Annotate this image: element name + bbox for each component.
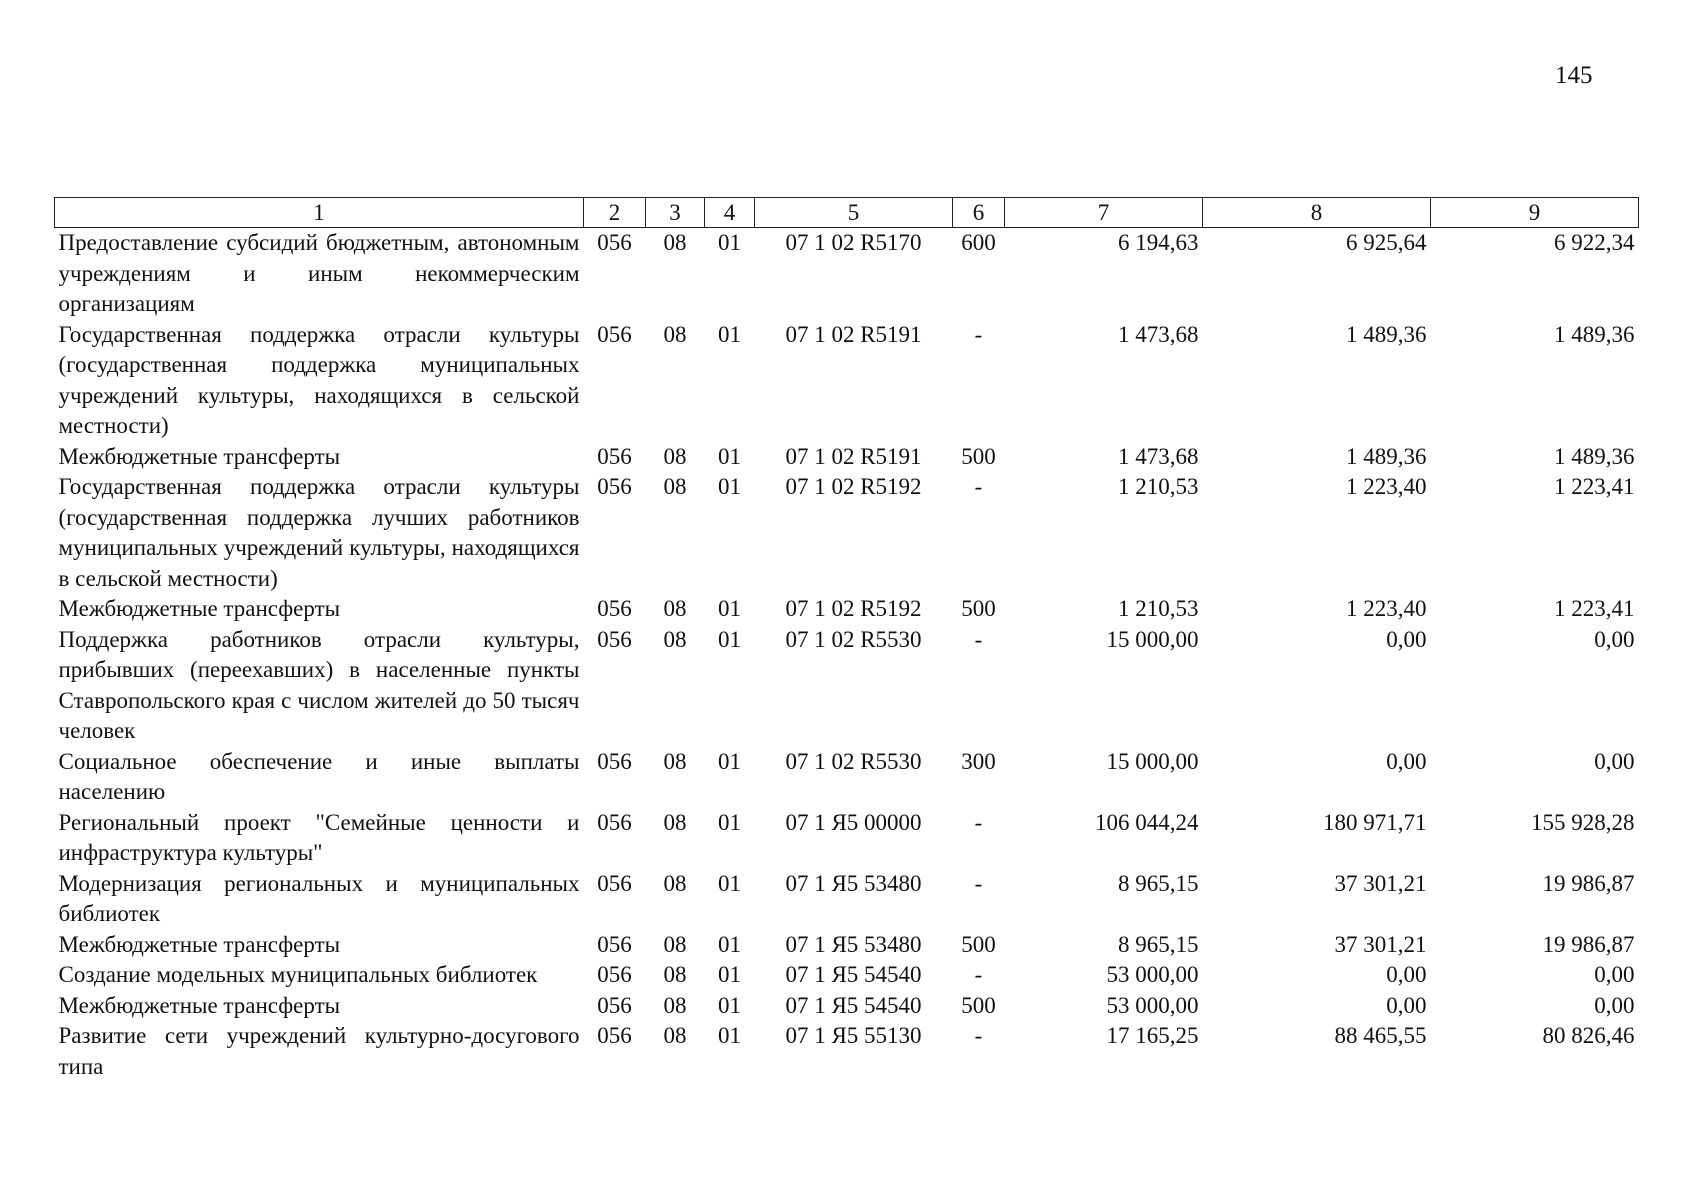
budget-table (54, 197, 1639, 1082)
cell-subsection: 01 (718, 474, 741, 499)
cell-section: 08 (663, 931, 687, 957)
cell-section: 08 (663, 809, 687, 835)
table-row (55, 960, 1639, 991)
header-col-2: 2 (584, 198, 646, 228)
cell-target-article: 07 1 Я5 53480 (785, 870, 922, 896)
cell-section: 08 (663, 321, 687, 347)
table-row (55, 442, 1639, 473)
cell-section: 08 (663, 1023, 687, 1048)
cell-amount-col9: 0,00 (1594, 748, 1635, 774)
cell-admin-code: 056 (597, 474, 632, 499)
cell-target-article: 07 1 02 R5530 (785, 626, 922, 652)
cell-section: 08 (663, 992, 687, 1018)
table-row (55, 869, 1639, 930)
cell-admin-code: 056 (597, 321, 632, 347)
cell-amount-col7: 15 000,00 (1106, 626, 1199, 652)
cell-subsection: 01 (718, 809, 741, 835)
row-name: Создание модельных муниципальных библиотек (58, 962, 538, 987)
table-row (55, 228, 1639, 320)
cell-subsection: 01 (718, 443, 741, 469)
cell-amount-col7: 8 965,15 (1118, 931, 1199, 957)
cell-amount-col9: 19 986,87 (1542, 870, 1635, 896)
cell-amount-col8: 37 301,21 (1334, 931, 1427, 957)
row-name: Межбюджетные трансферты (58, 443, 341, 469)
cell-expense-type: 500 (961, 992, 996, 1018)
cell-amount-col9: 1 489,36 (1554, 443, 1635, 469)
cell-expense-type: - (974, 809, 983, 835)
cell-amount-col8: 37 301,21 (1334, 870, 1427, 896)
cell-target-article: 07 1 02 R5192 (785, 474, 922, 499)
cell-amount-col7: 1 473,68 (1118, 321, 1199, 347)
header-col-9: 9 (1431, 198, 1639, 228)
row-name: Межбюджетные трансферты (58, 596, 341, 621)
row-name: Государственная поддержка отрасли культуры (государственная поддержка лучших работников муниципальных учреждений культуры, находящихся в сельской местности) (58, 474, 580, 591)
header-col-7: 7 (1005, 198, 1203, 228)
cell-admin-code: 056 (597, 809, 632, 835)
cell-subsection: 01 (718, 992, 741, 1018)
cell-amount-col9: 0,00 (1594, 962, 1635, 987)
cell-target-article: 07 1 02 R5530 (785, 748, 922, 774)
cell-amount-col7: 106 044,24 (1095, 809, 1199, 835)
cell-amount-col8: 0,00 (1386, 992, 1427, 1018)
cell-subsection: 01 (718, 1023, 741, 1048)
header-col-6: 6 (953, 198, 1005, 228)
cell-admin-code: 056 (597, 443, 632, 469)
table-body (55, 228, 1639, 1083)
cell-admin-code: 056 (597, 748, 632, 774)
cell-amount-col7: 53 000,00 (1106, 992, 1199, 1018)
table-row (55, 930, 1639, 961)
cell-target-article: 07 1 Я5 55130 (785, 1023, 922, 1048)
cell-target-article: 07 1 Я5 00000 (785, 809, 922, 835)
header-col-4: 4 (705, 198, 755, 228)
cell-admin-code: 056 (597, 992, 632, 1018)
cell-admin-code: 056 (597, 626, 632, 652)
cell-amount-col9: 1 489,36 (1554, 321, 1635, 347)
table-header (55, 198, 1639, 228)
cell-amount-col7: 17 165,25 (1106, 1023, 1199, 1048)
cell-amount-col8: 1 223,40 (1346, 596, 1427, 621)
cell-expense-type: - (974, 474, 983, 499)
table-row (55, 594, 1639, 625)
cell-amount-col9: 0,00 (1594, 626, 1635, 652)
row-name: Государственная поддержка отрасли культуры (государственная поддержка муниципальных учреждений культуры, находящихся в сельской местности) (58, 321, 580, 438)
row-name: Межбюджетные трансферты (58, 992, 341, 1018)
cell-amount-col9: 80 826,46 (1542, 1023, 1635, 1048)
cell-amount-col8: 1 223,40 (1346, 474, 1427, 499)
row-name: Поддержка работников отрасли культуры, прибывших (переехавших) в населенные пункты Ставропольского края с числом жителей до 50 тысяч человек (58, 626, 580, 743)
cell-subsection: 01 (718, 230, 741, 255)
cell-target-article: 07 1 Я5 54540 (785, 962, 922, 987)
cell-section: 08 (663, 962, 687, 987)
cell-amount-col9: 0,00 (1594, 992, 1635, 1018)
cell-amount-col9: 155 928,28 (1531, 809, 1635, 835)
cell-amount-col7: 1 473,68 (1118, 443, 1199, 469)
table-row (55, 1021, 1639, 1082)
cell-amount-col9: 19 986,87 (1542, 931, 1635, 957)
cell-amount-col7: 6 194,63 (1118, 230, 1199, 255)
cell-expense-type: - (974, 626, 983, 652)
cell-section: 08 (663, 748, 687, 774)
cell-expense-type: 500 (961, 443, 996, 469)
header-col-3: 3 (646, 198, 705, 228)
cell-subsection: 01 (718, 931, 741, 957)
cell-amount-col8: 1 489,36 (1346, 443, 1427, 469)
cell-admin-code: 056 (597, 596, 632, 621)
table-row (55, 472, 1639, 594)
cell-expense-type: - (974, 870, 983, 896)
row-name: Развитие сети учреждений культурно-досугового типа (58, 1023, 580, 1079)
header-col-1: 1 (55, 198, 584, 228)
cell-subsection: 01 (718, 870, 741, 896)
cell-target-article: 07 1 Я5 53480 (785, 931, 922, 957)
header-row (55, 198, 1639, 228)
cell-amount-col8: 180 971,71 (1323, 809, 1427, 835)
cell-target-article: 07 1 Я5 54540 (785, 992, 922, 1018)
cell-expense-type: - (974, 962, 983, 987)
cell-section: 08 (663, 596, 687, 621)
cell-amount-col8: 1 489,36 (1346, 321, 1427, 347)
cell-expense-type: 300 (961, 748, 996, 774)
cell-admin-code: 056 (597, 962, 632, 987)
cell-expense-type: 500 (961, 596, 996, 621)
cell-subsection: 01 (718, 748, 741, 774)
cell-amount-col7: 53 000,00 (1106, 962, 1199, 987)
row-name: Предоставление субсидий бюджетным, автономным учреждениям и иным некоммерческим организациям (58, 230, 580, 316)
cell-amount-col8: 88 465,55 (1334, 1023, 1427, 1048)
cell-amount-col8: 0,00 (1386, 962, 1427, 987)
cell-amount-col7: 1 210,53 (1118, 596, 1199, 621)
row-name: Межбюджетные трансферты (58, 931, 341, 957)
row-name: Модернизация региональных и муниципальных библиотек (58, 870, 580, 926)
table-row (55, 808, 1639, 869)
cell-amount-col8: 6 925,64 (1346, 230, 1427, 255)
cell-amount-col9: 1 223,41 (1554, 474, 1635, 499)
cell-target-article: 07 1 02 R5170 (785, 230, 922, 255)
cell-amount-col7: 1 210,53 (1118, 474, 1199, 499)
cell-target-article: 07 1 02 R5191 (785, 321, 922, 347)
cell-subsection: 01 (718, 321, 741, 347)
table-row (55, 320, 1639, 442)
cell-admin-code: 056 (597, 870, 632, 896)
cell-subsection: 01 (718, 626, 741, 652)
cell-expense-type: - (974, 321, 983, 347)
cell-expense-type: 600 (961, 230, 996, 255)
cell-expense-type: - (974, 1023, 983, 1048)
cell-amount-col7: 8 965,15 (1118, 870, 1199, 896)
row-name: Социальное обеспечение и иные выплаты населению (58, 748, 580, 804)
cell-admin-code: 056 (597, 931, 632, 957)
cell-amount-col9: 1 223,41 (1554, 596, 1635, 621)
cell-section: 08 (663, 230, 687, 255)
table-row (55, 991, 1639, 1022)
cell-admin-code: 056 (597, 1023, 632, 1048)
cell-section: 08 (663, 626, 687, 652)
cell-section: 08 (663, 474, 687, 499)
cell-target-article: 07 1 02 R5192 (785, 596, 922, 621)
page-number: 145 (1555, 62, 1593, 89)
header-col-8: 8 (1203, 198, 1431, 228)
cell-subsection: 01 (718, 596, 741, 621)
cell-amount-col8: 0,00 (1386, 626, 1427, 652)
table-row (55, 747, 1639, 808)
row-name: Региональный проект "Семейные ценности и инфраструктура культуры" (58, 809, 580, 865)
table-row (55, 625, 1639, 747)
cell-subsection: 01 (718, 962, 741, 987)
cell-section: 08 (663, 443, 687, 469)
cell-expense-type: 500 (961, 931, 996, 957)
cell-section: 08 (663, 870, 687, 896)
cell-admin-code: 056 (597, 230, 632, 255)
cell-amount-col8: 0,00 (1386, 748, 1427, 774)
cell-amount-col7: 15 000,00 (1106, 748, 1199, 774)
cell-target-article: 07 1 02 R5191 (785, 443, 922, 469)
cell-amount-col9: 6 922,34 (1554, 230, 1635, 255)
header-col-5: 5 (755, 198, 953, 228)
